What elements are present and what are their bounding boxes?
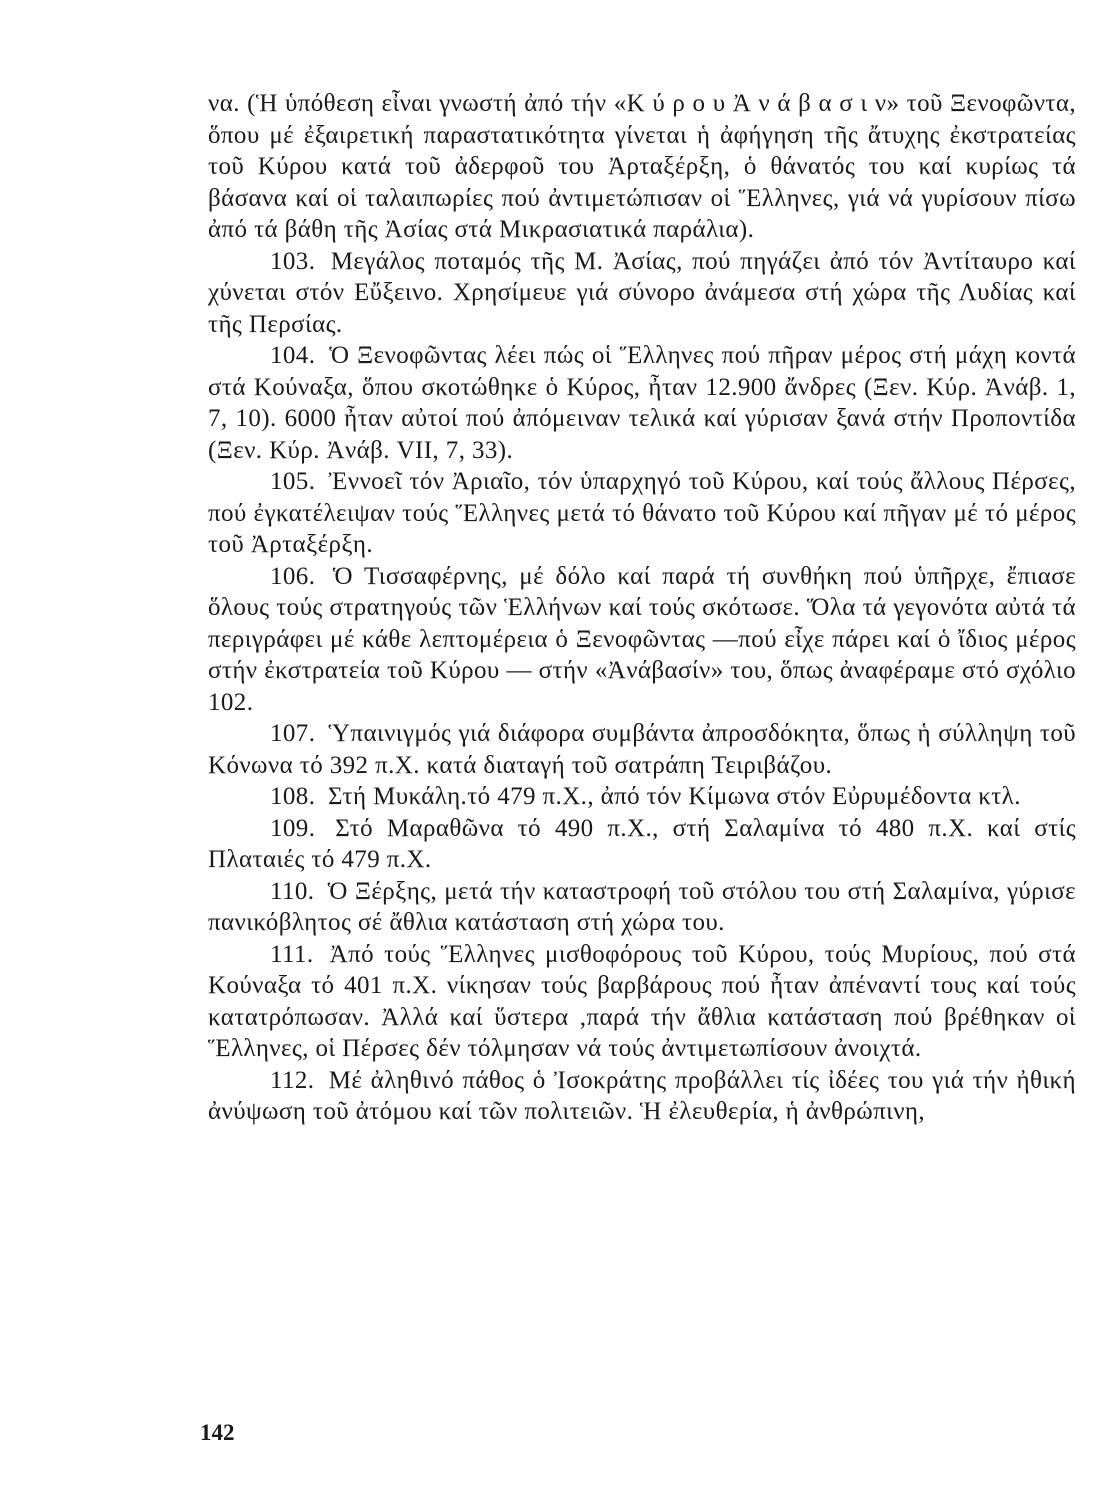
note-number: 106. — [270, 562, 316, 590]
note-105 — [208, 466, 1076, 561]
note-110 — [208, 876, 1076, 939]
note-text: Ὁ Ξενοφῶντας λέει πώς οἱ Ἕλληνες πού πῆραν μέρος στή μάχη κοντά στά Κούναξα, ὅπου σκοτώθηκε ὁ Κύρος, ἦταν 12.900 ἄνδρες (Ξεν. Κύρ. Ἀνάβ. 1, 7, 10). 6000 ἦταν αὐτοί πού ἀπόμειναν τελικά καί γύρισαν ξανά στήν Προποντίδα (Ξεν. Κύρ. Ἀνάβ. VII, 7, 33). — [208, 342, 1076, 464]
note-text: Ἐννοεῖ τόν Ἀριαῖο, τόν ὑπαρχηγό τοῦ Κύρου, καί τούς ἄλλους Πέρσες, πού ἐγκατέλειψαν τούς Ἕλληνες μετά τό θάνατο τοῦ Κύρου καί πῆγαν μέ τό μέρος τοῦ Ἀρταξέρξη. — [208, 468, 1077, 558]
note-text: Ὁ Ξέρξης, μετά τήν καταστροφή τοῦ στόλου του στή Σαλαμίνα, γύρισε πανικόβλητος σέ ἄθλια κατάσταση στή χώρα του. — [208, 877, 1076, 936]
note-number: 107. — [270, 720, 316, 747]
note-text: Ἀπό τούς Ἕλληνες μισθοφόρους τοῦ Κύρου, τούς Μυρίους, πού στά Κούναξα τό 401 π.Χ. νίκησαν τούς βαρβάρους πού ἦταν ἀπέναντί τους καί τούς κατατρόπωσαν. Ἀλλά καί ὕστερα ,παρά τήν ἄθλια κατάσταση πού βρέθηκαν οἱ Ἕλληνες, οἱ Πέρσες δέν τόλμησαν νά τούς ἀντιμετωπίσουν ἀνοιχτά. — [208, 940, 1077, 1062]
note-107 — [208, 718, 1076, 781]
note-104 — [208, 340, 1076, 466]
note-number: 104. — [270, 342, 316, 369]
page-number: 142 — [200, 1420, 235, 1445]
note-number: 105. — [270, 468, 316, 495]
note-number: 110. — [270, 877, 315, 905]
note-text: Ὁ Τισσαφέρνης, μέ δόλο καί παρά τή συνθήκη πού ὑπῆρχε, ἔπιασε ὅλους τούς στρατηγούς τῶν Ἑλλήνων καί τούς σκότωσε. Ὅλα τά γεγονότα αὐτά τά περιγράφει μέ κάθε λεπτομέρεια ὁ Ξενοφῶντας —πού εἶχε πάρει καί ὁ ἴδιος μέρος στήν ἐκστρατεία τοῦ Κύρου — στήν «Ἀνάβασίν» του, ὅπως ἀναφέραμε στό σχόλιο 102. — [208, 562, 1076, 716]
note-text: να. (Ἡ ὑπόθεση εἶναι γνωστή ἀπό τήν «Κ ύ ρ ο υ Ἀ ν ά β α σ ι ν» τοῦ Ξενοφῶντα, ὅπου μέ ἐξαιρετική παραστατικότητα γίνεται ἡ ἀφήγηση τῆς ἄτυχης ἐκστρατείας τοῦ Κύρου κατά τοῦ ἀδερφοῦ του Ἀρταξέρξη, ὁ θάνατός του καί κυρίως τά βάσανα καί οἱ ταλαιπωρίες πού ἀντιμετώπισαν οἱ Ἕλληνες, γιά νά γυρίσουν πίσω ἀπό τά βάθη τῆς Ἀσίας στά Μικρασιατικά παράλια). — [208, 90, 1076, 243]
note-text: Μεγάλος ποταμός τῆς Μ. Ἀσίας, πού πηγάζει ἀπό τόν Ἀντίταυρο καί χύνεται στόν Εὔξεινο. Χρησίμευε γιά σύνορο ἀνάμεσα στή χώρα τῆς Λυδίας καί τῆς Περσίας. — [208, 247, 1076, 338]
note-106 — [208, 561, 1076, 719]
footnotes-block — [208, 88, 1076, 1128]
note-continuation — [208, 88, 1076, 246]
note-number: 112. — [270, 1066, 315, 1094]
note-number: 111. — [270, 940, 314, 968]
note-103 — [208, 246, 1076, 341]
note-text: Στό Μαραθῶνα τό 490 π.Χ., στή Σαλαμίνα τό 480 π.Χ. καί στίς Πλαταιές τό 479 π.Χ. — [208, 814, 1076, 873]
note-111 — [208, 939, 1076, 1065]
note-number: 108. — [270, 783, 316, 810]
note-112 — [208, 1065, 1076, 1128]
note-text: Ὑπαινιγμός γιά διάφορα συμβάντα ἀπροσδόκητα, ὅπως ἡ σύλληψη τοῦ Κόνωνα τό 392 π.Χ. κατά διαταγή τοῦ σατράπη Τειριβάζου. — [208, 720, 1076, 779]
note-text: Μέ ἀληθινό πάθος ὁ Ἰσοκράτης προβάλλει τίς ἰδέες του γιά τήν ἠθική ἀνύψωση τοῦ ἀτόμου καί τῶν πολιτειῶν. Ἡ ἐλευθερία, ἡ ἀνθρώπινη, — [208, 1066, 1076, 1125]
note-text: Στή Μυκάλη.τό 479 π.Χ., ἀπό τόν Κίμωνα στόν Εὐρυμέδοντα κτλ. — [328, 783, 1021, 810]
note-number: 109. — [270, 814, 316, 842]
note-109 — [208, 813, 1076, 876]
note-108 — [208, 781, 1076, 813]
note-number: 103. — [270, 247, 316, 275]
